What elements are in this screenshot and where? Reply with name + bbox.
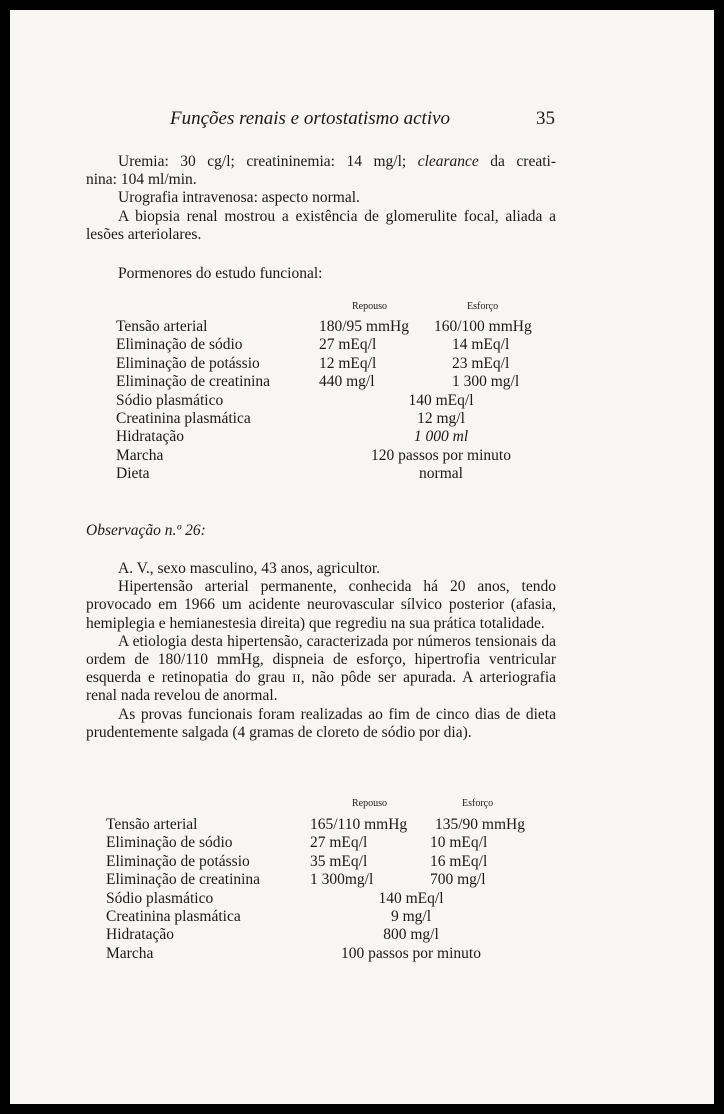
observation-heading: Observação n.º 26:	[86, 522, 206, 539]
table-row: Tensão arterial 180/95 mmHg 160/100 mmHg	[116, 318, 532, 335]
table-row: Hidratação 800 mg/l	[106, 926, 439, 944]
running-title: Funções renais e ortostatismo activo	[170, 108, 451, 129]
biopsia-paragraph: A biopsia renal mostrou a existência de glomerulite focal, aliada a lesões arteriolares.	[86, 207, 556, 243]
table-row: Eliminação de sódio 27 mEq/l 10 mEq/l	[106, 834, 488, 852]
observation-paragraph-2: A etiologia desta hipertensão, caracterizada por números tensionais da ordem de 180/110 mmHg, dispneia de esforço, hipertrofia ventricular esquerda e retinopatia do grau ɪɪ, não pôde ser apurada. A arteriografia renal nada revelou de anormal.	[86, 632, 556, 705]
running-header	[10, 108, 714, 134]
table2	[106, 816, 556, 963]
table-row: Creatinina plasmática 12 mg/l	[116, 409, 465, 427]
table2-col-rest: Repouso	[352, 798, 387, 809]
table-row: Eliminação de sódio 27 mEq/l 14 mEq/l	[116, 336, 510, 354]
urografia-paragraph: Urografia intravenosa: aspecto normal.	[118, 189, 360, 207]
pormenores-heading: Pormenores do estudo funcional:	[118, 265, 323, 282]
table-row: Eliminação de creatinina 1 300mg/l 700 mg/l	[106, 871, 486, 889]
table1	[116, 318, 556, 484]
table-row: Marcha 100 passos por minuto	[106, 944, 481, 962]
table-row: Eliminação de potássio 35 mEq/l 16 mEq/l	[106, 852, 488, 870]
table-row: Marcha 120 passos por minuto	[116, 446, 511, 464]
table-row: Creatinina plasmática 9 mg/l	[106, 907, 432, 925]
identity-line: A. V., sexo masculino, 43 anos, agricultor.	[118, 560, 381, 577]
table-row: Tensão arterial 165/110 mmHg 135/90 mmHg	[106, 816, 525, 833]
table-row: Eliminação de creatinina 440 mg/l 1 300 mg/l	[116, 373, 520, 391]
page-number: 35	[536, 108, 555, 129]
observation-text	[86, 560, 556, 742]
intro-block	[86, 153, 556, 244]
uremia-continuation: nina: 104 ml/min.	[86, 171, 197, 189]
table-row: Eliminação de potássio 12 mEq/l 23 mEq/l	[116, 354, 510, 372]
table-row: Sódio plasmático 140 mEq/l	[116, 391, 474, 409]
table-row: Sódio plasmático 140 mEq/l	[106, 889, 444, 907]
table-row: Hidratação 1 000 ml	[116, 428, 469, 446]
table-row: Dieta normal	[116, 465, 463, 483]
table1-col-rest: Repouso	[352, 301, 387, 312]
observation-paragraph-1: Hipertensão arterial permanente, conhecida há 20 anos, tendo provocado em 1966 um acidente neurovascular sílvico posterior (afasia, hemiplegia e hemianestesia direita) que regrediu na sua prática totalidade.	[86, 578, 556, 632]
book-page	[10, 10, 714, 1104]
table1-col-effort: Esforço	[467, 301, 499, 312]
table2-col-effort: Esforço	[462, 798, 494, 809]
observation-paragraph-3: As provas funcionais foram realizadas ao fim de cinco dias de dieta prudentemente salgada (4 gramas de cloreto de sódio por dia).	[86, 705, 556, 741]
clearance-term: clearance	[417, 153, 479, 170]
uremia-paragraph: Uremia: 30 cg/l; creatininemia: 14 mg/l; clearance da creati-	[118, 153, 556, 170]
